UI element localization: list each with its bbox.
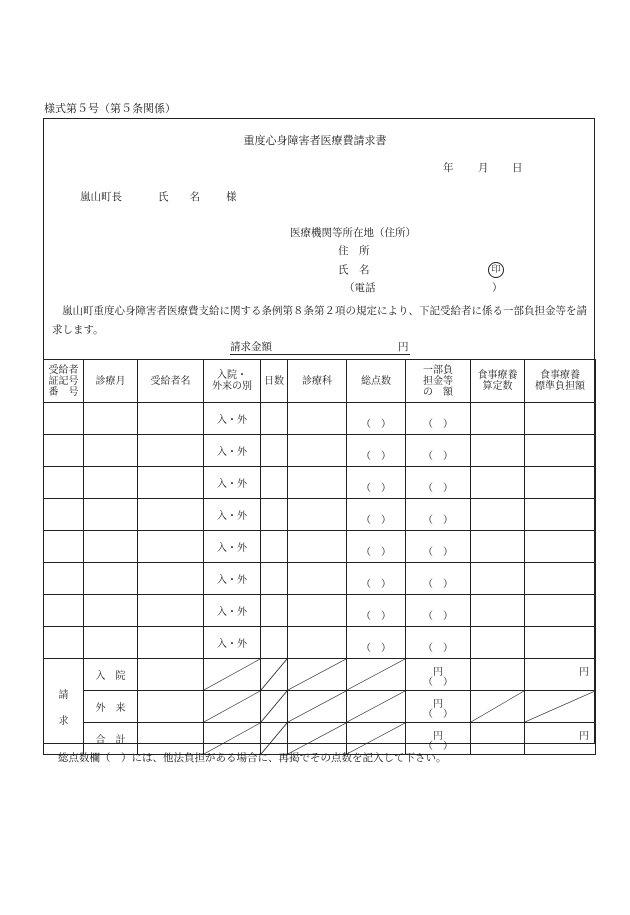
inout-value: 入・外	[217, 415, 247, 426]
seal-mark: 印	[488, 262, 504, 278]
diag-cell	[525, 691, 596, 723]
table-cell[interactable]	[204, 531, 261, 563]
footnote: 総点数欄（ ）には、他法負担がある場合に、再掲でその点数を記入して下さい。	[58, 752, 447, 764]
claim-amount-underline	[230, 354, 410, 355]
yen-unit: 円	[433, 699, 443, 710]
table-cell[interactable]	[138, 627, 204, 659]
summary-cell	[471, 723, 525, 755]
table-cell[interactable]	[261, 627, 288, 659]
table-cell[interactable]	[406, 595, 471, 627]
table-cell[interactable]	[261, 435, 288, 467]
table-cell[interactable]	[261, 403, 288, 435]
table-row	[44, 467, 596, 499]
summary-cell	[471, 659, 525, 691]
inout-value: 入・外	[217, 447, 247, 458]
diag-cell	[347, 691, 406, 723]
inout-value: 入・外	[217, 479, 247, 490]
paren: （ ）	[423, 547, 453, 558]
paren: （ ）	[423, 677, 453, 688]
table-cell[interactable]	[204, 627, 261, 659]
summary-cell	[138, 659, 204, 691]
table-cell[interactable]	[138, 499, 204, 531]
summary-meal-std-cell	[525, 659, 596, 691]
table-cell[interactable]	[84, 563, 138, 595]
summary-label: 請 求	[44, 659, 84, 755]
header-month: 診療月	[84, 360, 138, 403]
table-cell[interactable]	[471, 595, 525, 627]
paren: （ ）	[423, 741, 453, 752]
paren: （ ）	[361, 579, 391, 590]
header-meal-count: 食事療養 算定数	[471, 360, 525, 403]
table-cell[interactable]	[84, 467, 138, 499]
institution-location-label: 医療機関等所在地（住所）	[290, 227, 416, 239]
table-cell[interactable]	[261, 563, 288, 595]
table-cell[interactable]	[138, 467, 204, 499]
table-cell[interactable]	[525, 467, 596, 499]
table-row	[44, 531, 596, 563]
paren: （ ）	[423, 709, 453, 720]
summary-meal-std-cell	[525, 723, 596, 755]
diag-cell	[261, 723, 288, 755]
table-header-row	[44, 360, 596, 403]
header-points: 総点数	[347, 360, 406, 403]
header-dept: 診療科	[288, 360, 347, 403]
table-cell[interactable]	[525, 595, 596, 627]
addressee-sama: 様	[226, 191, 237, 203]
institution-name-label: 氏 名	[338, 264, 370, 276]
form-number: 様式第５号（第５条関係）	[44, 102, 176, 115]
paren: （ ）	[361, 643, 391, 654]
diag-cell	[261, 691, 288, 723]
table-cell[interactable]	[347, 595, 406, 627]
summary-cell	[138, 723, 204, 755]
table-cell[interactable]	[288, 435, 347, 467]
diag-cell	[288, 723, 347, 755]
header-cert-no: 受給者 証記号 番 号	[44, 360, 84, 403]
paren: （ ）	[423, 483, 453, 494]
table-cell[interactable]	[406, 563, 471, 595]
header-copay: 一部負 担金等 の 額	[406, 360, 471, 403]
diag-cell	[204, 691, 261, 723]
table-cell[interactable]	[347, 435, 406, 467]
table-cell[interactable]	[84, 403, 138, 435]
paren: （ ）	[423, 515, 453, 526]
table-cell[interactable]	[471, 467, 525, 499]
table-cell[interactable]	[204, 595, 261, 627]
table-cell[interactable]	[44, 403, 84, 435]
summary-row-label: 入 院	[84, 659, 138, 691]
table-cell[interactable]	[288, 595, 347, 627]
table-cell[interactable]	[204, 403, 261, 435]
table-cell[interactable]	[138, 563, 204, 595]
date-year: 年	[443, 162, 454, 174]
paren: （ ）	[423, 611, 453, 622]
table-cell[interactable]	[84, 531, 138, 563]
table-cell[interactable]	[347, 627, 406, 659]
table-cell[interactable]	[84, 435, 138, 467]
table-cell[interactable]	[44, 595, 84, 627]
summary-copay-cell	[406, 691, 471, 723]
yen-unit: 円	[433, 731, 443, 742]
table-cell[interactable]	[261, 531, 288, 563]
table-cell[interactable]	[525, 499, 596, 531]
table-row	[44, 403, 596, 435]
table-cell[interactable]	[44, 531, 84, 563]
yen-unit: 円	[433, 667, 443, 678]
paren: （ ）	[361, 451, 391, 462]
table-cell[interactable]	[525, 403, 596, 435]
paren: （ ）	[361, 483, 391, 494]
inout-value: 入・外	[217, 543, 247, 554]
header-meal-std: 食事療養 標準負担額	[525, 360, 596, 403]
institution-address-label: 住 所	[338, 245, 370, 257]
summary-row-label: 外 来	[84, 691, 138, 723]
table-cell[interactable]	[204, 435, 261, 467]
table-cell[interactable]	[471, 627, 525, 659]
table-cell[interactable]	[44, 627, 84, 659]
table-cell[interactable]	[471, 435, 525, 467]
table-cell[interactable]	[84, 499, 138, 531]
diag-cell	[471, 691, 525, 723]
paren: （ ）	[361, 611, 391, 622]
claim-amount-label: 請求金額	[230, 341, 272, 353]
table-cell[interactable]	[288, 563, 347, 595]
header-inout: 入院・ 外来の別	[204, 360, 261, 403]
paren: （ ）	[361, 515, 391, 526]
diag-cell	[347, 659, 406, 691]
table-cell[interactable]	[525, 435, 596, 467]
table-cell[interactable]	[288, 627, 347, 659]
summary-copay-cell	[406, 723, 471, 755]
table-cell[interactable]	[406, 627, 471, 659]
phone-label: （電話	[344, 282, 376, 294]
date-month: 月	[478, 162, 489, 174]
table-cell[interactable]	[525, 627, 596, 659]
inout-value: 入・外	[217, 511, 247, 522]
table-cell[interactable]	[525, 531, 596, 563]
diag-cell	[288, 691, 347, 723]
table-row	[44, 563, 596, 595]
table-row	[44, 627, 596, 659]
table-cell[interactable]	[204, 499, 261, 531]
table-cell[interactable]	[288, 531, 347, 563]
table-cell[interactable]	[288, 499, 347, 531]
body-text: 嵐山町重度心身障害者医療費支給に関する条例第８条第２項の規定により、下記受給者に係る一部負担金等を請求します。	[52, 305, 587, 336]
diag-cell	[288, 659, 347, 691]
table-cell[interactable]	[471, 531, 525, 563]
document-title: 重度心身障害者医療費請求書	[243, 134, 387, 147]
table-cell[interactable]	[138, 403, 204, 435]
addressee-name-label: 氏 名	[158, 191, 200, 203]
summary-cell	[138, 691, 204, 723]
phone-close: ）	[492, 282, 503, 294]
header-recipient: 受給者名	[138, 360, 204, 403]
table-cell[interactable]	[44, 467, 84, 499]
addressee-mayor: 嵐山町長	[80, 191, 122, 203]
table-cell[interactable]	[204, 467, 261, 499]
table-cell[interactable]	[288, 403, 347, 435]
table-cell[interactable]	[138, 435, 204, 467]
table-cell[interactable]	[138, 595, 204, 627]
diag-cell	[204, 659, 261, 691]
table-cell[interactable]	[406, 499, 471, 531]
table-cell[interactable]	[261, 499, 288, 531]
yen-unit: 円	[579, 667, 589, 678]
claims-table	[43, 359, 596, 755]
table-cell[interactable]	[204, 563, 261, 595]
table-cell[interactable]	[471, 403, 525, 435]
paren: （ ）	[423, 451, 453, 462]
table-cell[interactable]	[261, 467, 288, 499]
table-row	[44, 435, 596, 467]
table-cell[interactable]	[44, 435, 84, 467]
summary-row-inpatient	[44, 659, 596, 691]
summary-row-label: 合 計	[84, 723, 138, 755]
table-cell[interactable]	[84, 595, 138, 627]
summary-row-outpatient	[44, 691, 596, 723]
table-cell[interactable]	[406, 531, 471, 563]
table-cell[interactable]	[288, 467, 347, 499]
paren: （ ）	[423, 419, 453, 430]
table-row	[44, 499, 596, 531]
table-cell[interactable]	[347, 531, 406, 563]
diag-cell	[261, 659, 288, 691]
yen-unit: 円	[579, 731, 589, 742]
table-cell[interactable]	[84, 627, 138, 659]
claim-amount-unit: 円	[398, 341, 409, 353]
table-row	[44, 595, 596, 627]
table-cell[interactable]	[261, 595, 288, 627]
diag-cell	[347, 723, 406, 755]
table-cell[interactable]	[138, 531, 204, 563]
table-cell[interactable]	[44, 499, 84, 531]
paren: （ ）	[361, 547, 391, 558]
table-cell[interactable]	[406, 435, 471, 467]
paren: （ ）	[423, 579, 453, 590]
summary-copay-cell	[406, 659, 471, 691]
table-cell[interactable]	[406, 403, 471, 435]
inout-value: 入・外	[217, 575, 247, 586]
table-cell[interactable]	[44, 563, 84, 595]
date-day: 日	[512, 162, 523, 174]
paren: （ ）	[361, 419, 391, 430]
paren: （ ）	[423, 643, 453, 654]
table-cell[interactable]	[347, 403, 406, 435]
table-cell[interactable]	[471, 563, 525, 595]
table-cell[interactable]	[347, 563, 406, 595]
inout-value: 入・外	[217, 639, 247, 650]
table-cell[interactable]	[347, 499, 406, 531]
diag-cell	[204, 723, 261, 755]
table-cell[interactable]	[347, 467, 406, 499]
header-days: 日数	[261, 360, 288, 403]
summary-row-total	[44, 723, 596, 755]
inout-value: 入・外	[217, 607, 247, 618]
table-cell[interactable]	[471, 499, 525, 531]
table-cell[interactable]	[525, 563, 596, 595]
table-cell[interactable]	[406, 467, 471, 499]
